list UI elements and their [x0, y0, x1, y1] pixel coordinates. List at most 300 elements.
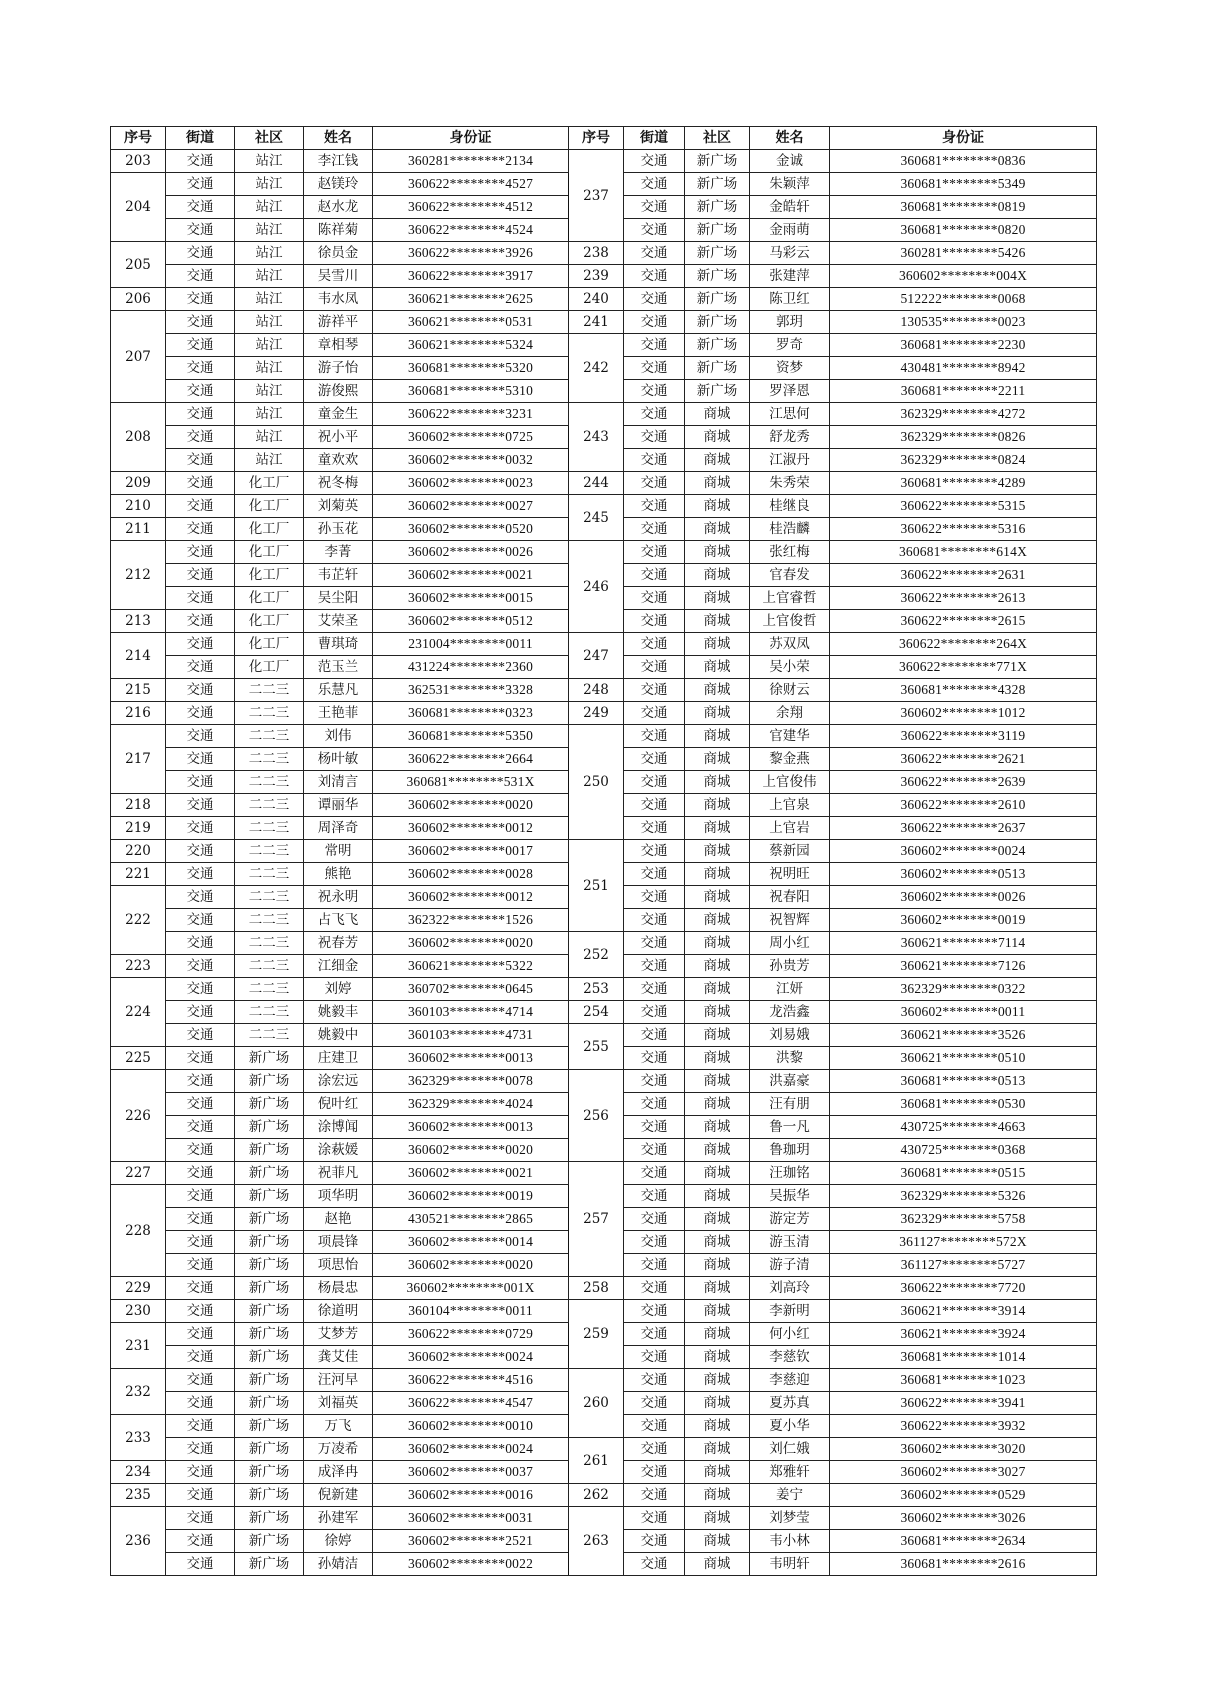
right-street-cell: 交通 [624, 1231, 685, 1254]
left-street-cell: 交通 [166, 1300, 235, 1323]
left-street-cell: 交通 [166, 1093, 235, 1116]
right-community-cell: 商城 [685, 1231, 750, 1254]
table-row [111, 840, 1097, 863]
header-id-left: 身份证 [373, 127, 569, 150]
left-name-cell: 汪河早 [304, 1369, 373, 1392]
left-name-cell: 庄建卫 [304, 1047, 373, 1070]
left-street-cell: 交通 [166, 886, 235, 909]
right-seq-no: 254 [569, 1001, 624, 1024]
left-seq-no: 225 [111, 1047, 166, 1070]
header-row [111, 127, 1097, 150]
right-community-cell: 商城 [685, 1070, 750, 1093]
right-street-cell: 交通 [624, 748, 685, 771]
left-community-cell: 站江 [235, 265, 304, 288]
left-name-cell: 涂博闻 [304, 1116, 373, 1139]
right-id-cell: 360602********3027 [830, 1461, 1097, 1484]
left-seq-no: 217 [111, 725, 166, 794]
left-id-cell: 360622********3926 [373, 242, 569, 265]
left-id-cell: 360602********0010 [373, 1415, 569, 1438]
right-id-cell: 360602********0011 [830, 1001, 1097, 1024]
right-id-cell: 360681********0819 [830, 196, 1097, 219]
left-community-cell: 新广场 [235, 1162, 304, 1185]
left-name-cell: 江细金 [304, 955, 373, 978]
left-seq-no: 234 [111, 1461, 166, 1484]
right-id-cell: 360622********7720 [830, 1277, 1097, 1300]
header-street-right: 街道 [624, 127, 685, 150]
right-id-cell: 360681********2616 [830, 1553, 1097, 1576]
right-street-cell: 交通 [624, 1277, 685, 1300]
left-seq-no: 230 [111, 1300, 166, 1323]
left-seq-no: 228 [111, 1185, 166, 1277]
header-no-right: 序号 [569, 127, 624, 150]
left-id-cell: 360681********5320 [373, 357, 569, 380]
left-community-cell: 新广场 [235, 1277, 304, 1300]
table-row [111, 1070, 1097, 1093]
left-street-cell: 交通 [166, 817, 235, 840]
right-name-cell: 上官睿哲 [750, 587, 830, 610]
table-row [111, 403, 1097, 426]
left-name-cell: 祝春芳 [304, 932, 373, 955]
left-community-cell: 新广场 [235, 1093, 304, 1116]
left-community-cell: 二二三 [235, 909, 304, 932]
left-community-cell: 化工厂 [235, 472, 304, 495]
right-id-cell: 360622********5316 [830, 518, 1097, 541]
right-seq-no: 238 [569, 242, 624, 265]
right-community-cell: 商城 [685, 840, 750, 863]
right-street-cell: 交通 [624, 173, 685, 196]
table-row [111, 1162, 1097, 1185]
left-seq-no: 220 [111, 840, 166, 863]
right-id-cell: 360681********4289 [830, 472, 1097, 495]
left-name-cell: 游子怡 [304, 357, 373, 380]
right-community-cell: 商城 [685, 702, 750, 725]
left-name-cell: 刘婷 [304, 978, 373, 1001]
right-id-cell: 360622********771X [830, 656, 1097, 679]
roster-body [111, 150, 1097, 1576]
right-name-cell: 上官泉 [750, 794, 830, 817]
left-id-cell: 360602********0520 [373, 518, 569, 541]
right-street-cell: 交通 [624, 679, 685, 702]
right-id-cell: 430481********8942 [830, 357, 1097, 380]
right-street-cell: 交通 [624, 886, 685, 909]
left-id-cell: 360602********0032 [373, 449, 569, 472]
right-id-cell: 130535********0023 [830, 311, 1097, 334]
right-name-cell: 夏小华 [750, 1415, 830, 1438]
left-id-cell: 360602********0019 [373, 1185, 569, 1208]
right-id-cell: 360681********0515 [830, 1162, 1097, 1185]
right-id-cell: 360602********3026 [830, 1507, 1097, 1530]
left-community-cell: 二二三 [235, 1024, 304, 1047]
left-community-cell: 站江 [235, 449, 304, 472]
right-name-cell: 朱颖萍 [750, 173, 830, 196]
right-community-cell: 商城 [685, 426, 750, 449]
left-community-cell: 新广场 [235, 1553, 304, 1576]
right-name-cell: 金雨萌 [750, 219, 830, 242]
left-community-cell: 站江 [235, 242, 304, 265]
left-seq-no: 226 [111, 1070, 166, 1162]
table-row [111, 1507, 1097, 1530]
right-street-cell: 交通 [624, 1323, 685, 1346]
right-name-cell: 江思何 [750, 403, 830, 426]
left-seq-no: 211 [111, 518, 166, 541]
right-community-cell: 商城 [685, 587, 750, 610]
left-id-cell: 360602********0037 [373, 1461, 569, 1484]
right-street-cell: 交通 [624, 1208, 685, 1231]
right-name-cell: 张红梅 [750, 541, 830, 564]
header-community-left: 社区 [235, 127, 304, 150]
right-street-cell: 交通 [624, 863, 685, 886]
right-name-cell: 黎金燕 [750, 748, 830, 771]
right-seq-no: 256 [569, 1070, 624, 1162]
right-id-cell: 360622********3932 [830, 1415, 1097, 1438]
left-community-cell: 二二三 [235, 955, 304, 978]
left-seq-no: 223 [111, 955, 166, 978]
right-community-cell: 新广场 [685, 150, 750, 173]
right-id-cell: 512222********0068 [830, 288, 1097, 311]
left-community-cell: 化工厂 [235, 518, 304, 541]
left-community-cell: 站江 [235, 311, 304, 334]
roster-sheet [110, 126, 1096, 1576]
left-id-cell: 360602********0021 [373, 564, 569, 587]
right-community-cell: 商城 [685, 1392, 750, 1415]
right-id-cell: 360602********004X [830, 265, 1097, 288]
right-id-cell: 360622********2639 [830, 771, 1097, 794]
right-id-cell: 362329********5326 [830, 1185, 1097, 1208]
left-name-cell: 徐员金 [304, 242, 373, 265]
left-seq-no: 204 [111, 173, 166, 242]
right-name-cell: 洪黎 [750, 1047, 830, 1070]
right-street-cell: 交通 [624, 702, 685, 725]
right-name-cell: 资梦 [750, 357, 830, 380]
left-street-cell: 交通 [166, 1553, 235, 1576]
right-street-cell: 交通 [624, 1346, 685, 1369]
table-row [111, 150, 1097, 173]
right-street-cell: 交通 [624, 242, 685, 265]
left-community-cell: 新广场 [235, 1346, 304, 1369]
left-community-cell: 新广场 [235, 1461, 304, 1484]
left-seq-no: 205 [111, 242, 166, 288]
right-id-cell: 360681********0820 [830, 219, 1097, 242]
left-street-cell: 交通 [166, 288, 235, 311]
left-street-cell: 交通 [166, 495, 235, 518]
left-community-cell: 化工厂 [235, 587, 304, 610]
left-street-cell: 交通 [166, 1254, 235, 1277]
right-id-cell: 360621********3526 [830, 1024, 1097, 1047]
left-seq-no: 231 [111, 1323, 166, 1369]
right-street-cell: 交通 [624, 1185, 685, 1208]
right-street-cell: 交通 [624, 518, 685, 541]
left-name-cell: 刘清言 [304, 771, 373, 794]
left-id-cell: 360622********4527 [373, 173, 569, 196]
left-street-cell: 交通 [166, 1277, 235, 1300]
left-community-cell: 化工厂 [235, 656, 304, 679]
left-name-cell: 艾梦芳 [304, 1323, 373, 1346]
right-id-cell: 360621********3914 [830, 1300, 1097, 1323]
left-street-cell: 交通 [166, 564, 235, 587]
right-community-cell: 商城 [685, 472, 750, 495]
right-id-cell: 360602********0513 [830, 863, 1097, 886]
right-community-cell: 新广场 [685, 173, 750, 196]
right-id-cell: 360602********0026 [830, 886, 1097, 909]
right-seq-no: 257 [569, 1162, 624, 1277]
left-community-cell: 站江 [235, 288, 304, 311]
left-community-cell: 二二三 [235, 1001, 304, 1024]
left-name-cell: 徐婷 [304, 1530, 373, 1553]
right-seq-no: 261 [569, 1438, 624, 1484]
right-id-cell: 430725********0368 [830, 1139, 1097, 1162]
left-street-cell: 交通 [166, 1323, 235, 1346]
left-id-cell: 360602********0021 [373, 1162, 569, 1185]
left-street-cell: 交通 [166, 587, 235, 610]
left-id-cell: 360602********0013 [373, 1116, 569, 1139]
right-id-cell: 360681********4328 [830, 679, 1097, 702]
right-seq-no: 249 [569, 702, 624, 725]
right-id-cell: 360681********2211 [830, 380, 1097, 403]
right-community-cell: 商城 [685, 1369, 750, 1392]
right-street-cell: 交通 [624, 1369, 685, 1392]
right-street-cell: 交通 [624, 403, 685, 426]
right-id-cell: 360681********614X [830, 541, 1097, 564]
right-street-cell: 交通 [624, 472, 685, 495]
left-community-cell: 新广场 [235, 1530, 304, 1553]
left-name-cell: 赵镁玲 [304, 173, 373, 196]
table-row [111, 978, 1097, 1001]
left-name-cell: 章相琴 [304, 334, 373, 357]
left-id-cell: 360602********0016 [373, 1484, 569, 1507]
right-community-cell: 商城 [685, 748, 750, 771]
left-name-cell: 龚艾佳 [304, 1346, 373, 1369]
left-name-cell: 常明 [304, 840, 373, 863]
left-id-cell: 360622********2664 [373, 748, 569, 771]
right-street-cell: 交通 [624, 380, 685, 403]
right-id-cell: 430725********4663 [830, 1116, 1097, 1139]
left-name-cell: 曹琪琦 [304, 633, 373, 656]
right-seq-no: 243 [569, 403, 624, 472]
left-name-cell: 赵艳 [304, 1208, 373, 1231]
table-row [111, 725, 1097, 748]
left-id-cell: 360621********5322 [373, 955, 569, 978]
right-id-cell: 362329********0824 [830, 449, 1097, 472]
right-name-cell: 洪嘉豪 [750, 1070, 830, 1093]
table-row [111, 265, 1097, 288]
left-community-cell: 化工厂 [235, 633, 304, 656]
right-street-cell: 交通 [624, 656, 685, 679]
right-seq-no: 255 [569, 1024, 624, 1070]
right-name-cell: 舒龙秀 [750, 426, 830, 449]
right-seq-no: 241 [569, 311, 624, 334]
right-name-cell: 上官岩 [750, 817, 830, 840]
right-community-cell: 商城 [685, 1415, 750, 1438]
right-community-cell: 商城 [685, 1024, 750, 1047]
right-community-cell: 商城 [685, 541, 750, 564]
right-street-cell: 交通 [624, 219, 685, 242]
right-street-cell: 交通 [624, 610, 685, 633]
right-name-cell: 李慈钦 [750, 1346, 830, 1369]
left-street-cell: 交通 [166, 426, 235, 449]
left-name-cell: 涂萩媛 [304, 1139, 373, 1162]
left-name-cell: 赵水龙 [304, 196, 373, 219]
right-name-cell: 吴振华 [750, 1185, 830, 1208]
left-street-cell: 交通 [166, 380, 235, 403]
right-name-cell: 上官俊伟 [750, 771, 830, 794]
left-street-cell: 交通 [166, 334, 235, 357]
left-community-cell: 二二三 [235, 817, 304, 840]
right-community-cell: 商城 [685, 1323, 750, 1346]
right-seq-no: 245 [569, 495, 624, 541]
right-id-cell: 360681********1023 [830, 1369, 1097, 1392]
right-community-cell: 商城 [685, 863, 750, 886]
right-id-cell: 360622********3119 [830, 725, 1097, 748]
right-name-cell: 张建萍 [750, 265, 830, 288]
left-name-cell: 项思怡 [304, 1254, 373, 1277]
left-community-cell: 新广场 [235, 1369, 304, 1392]
left-community-cell: 化工厂 [235, 564, 304, 587]
right-street-cell: 交通 [624, 840, 685, 863]
right-street-cell: 交通 [624, 1438, 685, 1461]
right-id-cell: 360602********0529 [830, 1484, 1097, 1507]
right-name-cell: 苏双凤 [750, 633, 830, 656]
right-name-cell: 鲁一凡 [750, 1116, 830, 1139]
left-name-cell: 艾荣圣 [304, 610, 373, 633]
right-id-cell: 360621********7126 [830, 955, 1097, 978]
right-seq-no: 258 [569, 1277, 624, 1300]
left-street-cell: 交通 [166, 196, 235, 219]
right-street-cell: 交通 [624, 932, 685, 955]
right-id-cell: 360622********2637 [830, 817, 1097, 840]
right-community-cell: 商城 [685, 1277, 750, 1300]
right-street-cell: 交通 [624, 1070, 685, 1093]
right-street-cell: 交通 [624, 794, 685, 817]
right-community-cell: 商城 [685, 1208, 750, 1231]
left-name-cell: 祝冬梅 [304, 472, 373, 495]
left-seq-no: 212 [111, 541, 166, 610]
left-street-cell: 交通 [166, 840, 235, 863]
left-name-cell: 乐慧凡 [304, 679, 373, 702]
table-row [111, 1438, 1097, 1461]
left-name-cell: 占飞飞 [304, 909, 373, 932]
left-name-cell: 刘福英 [304, 1392, 373, 1415]
right-community-cell: 商城 [685, 1254, 750, 1277]
right-name-cell: 余翔 [750, 702, 830, 725]
right-id-cell: 360622********2621 [830, 748, 1097, 771]
left-community-cell: 二二三 [235, 863, 304, 886]
right-community-cell: 商城 [685, 1139, 750, 1162]
right-community-cell: 商城 [685, 909, 750, 932]
right-name-cell: 游子清 [750, 1254, 830, 1277]
right-name-cell: 桂继良 [750, 495, 830, 518]
right-name-cell: 罗奇 [750, 334, 830, 357]
header-name-left: 姓名 [304, 127, 373, 150]
right-seq-no: 259 [569, 1300, 624, 1369]
right-community-cell: 商城 [685, 564, 750, 587]
left-community-cell: 二二三 [235, 748, 304, 771]
left-street-cell: 交通 [166, 771, 235, 794]
left-id-cell: 360602********0031 [373, 1507, 569, 1530]
right-id-cell: 361127********572X [830, 1231, 1097, 1254]
left-street-cell: 交通 [166, 449, 235, 472]
left-community-cell: 新广场 [235, 1070, 304, 1093]
right-name-cell: 官建华 [750, 725, 830, 748]
left-id-cell: 360622********4524 [373, 219, 569, 242]
left-name-cell: 范玉兰 [304, 656, 373, 679]
left-id-cell: 360602********0020 [373, 1254, 569, 1277]
left-seq-no: 219 [111, 817, 166, 840]
table-row [111, 1277, 1097, 1300]
left-id-cell: 360281********2134 [373, 150, 569, 173]
left-street-cell: 交通 [166, 150, 235, 173]
left-name-cell: 姚毅中 [304, 1024, 373, 1047]
right-seq-no: 248 [569, 679, 624, 702]
right-street-cell: 交通 [624, 357, 685, 380]
right-name-cell: 上官俊哲 [750, 610, 830, 633]
left-id-cell: 360602********0026 [373, 541, 569, 564]
right-community-cell: 商城 [685, 978, 750, 1001]
left-id-cell: 362329********0078 [373, 1070, 569, 1093]
right-name-cell: 韦明轩 [750, 1553, 830, 1576]
left-name-cell: 王艳菲 [304, 702, 373, 725]
left-name-cell: 万飞 [304, 1415, 373, 1438]
left-community-cell: 站江 [235, 426, 304, 449]
right-name-cell: 徐财云 [750, 679, 830, 702]
left-street-cell: 交通 [166, 725, 235, 748]
left-community-cell: 二二三 [235, 725, 304, 748]
left-street-cell: 交通 [166, 1162, 235, 1185]
left-name-cell: 刘菊英 [304, 495, 373, 518]
left-street-cell: 交通 [166, 311, 235, 334]
right-name-cell: 刘高玲 [750, 1277, 830, 1300]
left-name-cell: 刘伟 [304, 725, 373, 748]
right-street-cell: 交通 [624, 288, 685, 311]
right-community-cell: 新广场 [685, 196, 750, 219]
left-community-cell: 站江 [235, 196, 304, 219]
left-street-cell: 交通 [166, 1438, 235, 1461]
right-name-cell: 官春发 [750, 564, 830, 587]
left-community-cell: 化工厂 [235, 495, 304, 518]
left-community-cell: 二二三 [235, 794, 304, 817]
left-street-cell: 交通 [166, 863, 235, 886]
right-id-cell: 360622********2610 [830, 794, 1097, 817]
right-community-cell: 新广场 [685, 357, 750, 380]
right-id-cell: 360602********1012 [830, 702, 1097, 725]
right-name-cell: 孙贵芳 [750, 955, 830, 978]
right-name-cell: 夏苏真 [750, 1392, 830, 1415]
left-community-cell: 化工厂 [235, 541, 304, 564]
right-seq-no: 242 [569, 334, 624, 403]
left-street-cell: 交通 [166, 1484, 235, 1507]
right-id-cell: 360602********0019 [830, 909, 1097, 932]
left-community-cell: 新广场 [235, 1208, 304, 1231]
left-street-cell: 交通 [166, 610, 235, 633]
left-seq-no: 236 [111, 1507, 166, 1576]
header-community-right: 社区 [685, 127, 750, 150]
right-community-cell: 商城 [685, 1185, 750, 1208]
header-no-left: 序号 [111, 127, 166, 150]
table-row [111, 679, 1097, 702]
right-street-cell: 交通 [624, 817, 685, 840]
left-id-cell: 360602********0028 [373, 863, 569, 886]
right-id-cell: 360681********2230 [830, 334, 1097, 357]
right-street-cell: 交通 [624, 1300, 685, 1323]
table-row [111, 633, 1097, 656]
left-name-cell: 孙建军 [304, 1507, 373, 1530]
left-id-cell: 360602********001X [373, 1277, 569, 1300]
right-id-cell: 360602********3020 [830, 1438, 1097, 1461]
left-id-cell: 430521********2865 [373, 1208, 569, 1231]
right-name-cell: 刘易娥 [750, 1024, 830, 1047]
right-street-cell: 交通 [624, 955, 685, 978]
table-row [111, 495, 1097, 518]
right-street-cell: 交通 [624, 587, 685, 610]
